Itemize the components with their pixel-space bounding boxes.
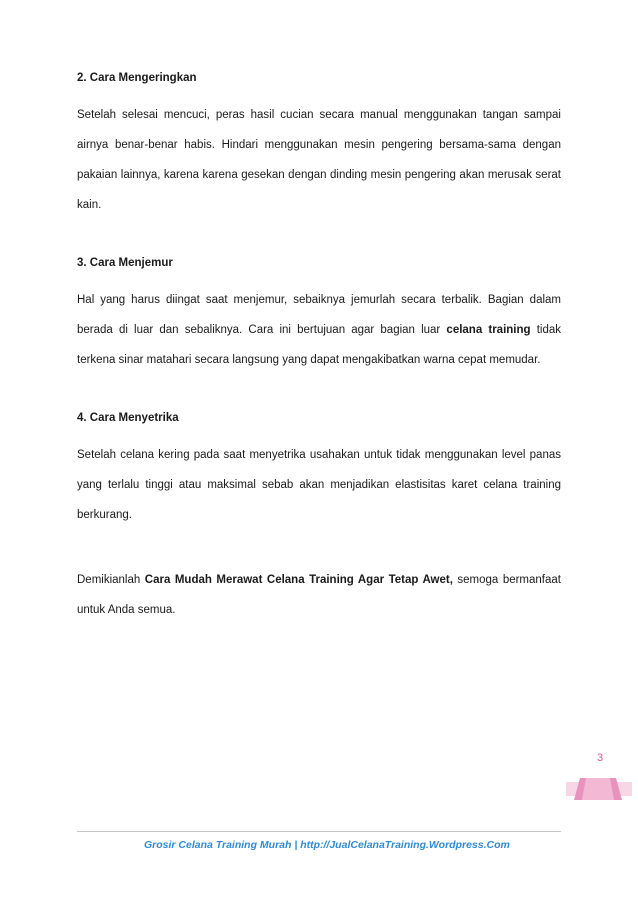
footer-text: Grosir Celana Training Murah | http://JualCelanaTraining.Wordpress.Com <box>144 839 510 851</box>
section-menjemur <box>77 255 561 375</box>
section-heading: 2. Cara Mengeringkan <box>77 72 197 84</box>
page-tab-decoration <box>566 774 632 804</box>
page-number: 3 <box>597 752 604 764</box>
section-menyetrika <box>77 410 561 530</box>
footer-divider <box>77 831 561 832</box>
body-text: tidak terkena sinar matahari secara langsung yang dapat mengakibatkan warna cepat memudar. <box>77 324 561 366</box>
body-bold-text: Cara Mudah Merawat Celana Training Agar Tetap Awet, <box>144 574 453 586</box>
body-text: Demikianlah <box>77 574 145 586</box>
page-content <box>77 70 561 660</box>
body-text: semoga bermanfaat untuk Anda semua. <box>77 574 561 616</box>
section-body: Setelah celana kering pada saat menyetrika usahakan untuk tidak menggunakan level panas yang terlalu tinggi atau maksimal sebab akan menjadikan elastisitas karet celana training berkurang. <box>77 449 561 521</box>
closing-text <box>77 565 561 625</box>
section-body: Setelah selesai mencuci, peras hasil cucian secara manual menggunakan tangan sampai airnya benar-benar habis. Hindari menggunakan mesin pengering bersama-sama dengan pakaian lainnya, karena karena gesekan dengan dinding mesin pengering akan merusak serat kain. <box>77 109 561 211</box>
body-bold-text: celana training <box>446 324 531 336</box>
closing-paragraph <box>77 565 561 625</box>
section-body <box>77 285 561 375</box>
section-heading: 3. Cara Menjemur <box>77 257 173 269</box>
section-mengeringkan <box>77 70 561 220</box>
body-text: Hal yang harus diingat saat menjemur, sebaiknya jemurlah secara terbalik. Bagian dalam berada di luar dan sebaliknya. Cara ini bertujuan agar bagian luar <box>77 294 561 336</box>
section-heading: 4. Cara Menyetrika <box>77 412 179 424</box>
